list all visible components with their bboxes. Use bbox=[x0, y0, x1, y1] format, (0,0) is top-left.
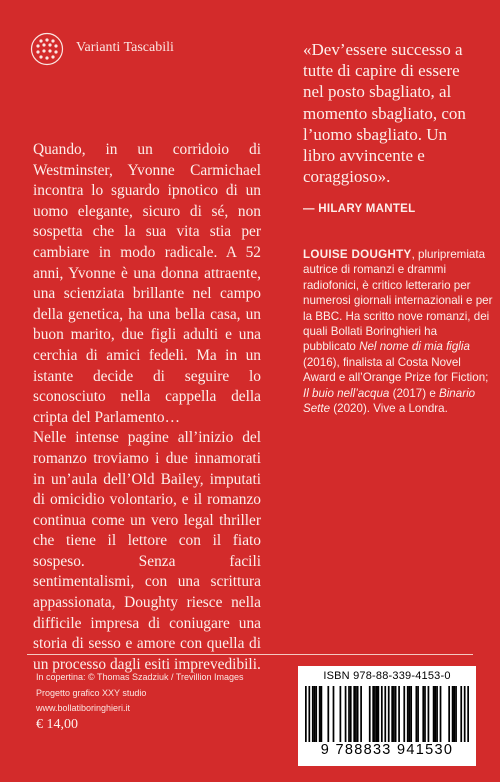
review-quote: «Dev’essere successo a tutte di capire di essere nel posto sbagliato, al momento sbagliato, con l’uomo sbagliato. Un libro avvincente e coraggioso». bbox=[303, 40, 466, 187]
barcode-bar bbox=[378, 686, 380, 742]
book-title: Nel nome di mia figlia bbox=[359, 340, 470, 354]
synopsis-paragraph: Quando, in un corridoio di Westminster, Yvonne Carmichael incontra lo sguardo ipnotico di un uomo elegante, sicuro di sé, non sospetta che la sua vita stia per cambiare in modo radicale. A 52 anni, Yvonne è una donna attraente, una scienziata brillante nel campo della genetica, ha una bella casa, un buon marito, due figli adulti e una cerchia di amici fedeli. Ma in un istante decide di seguire lo sconosciuto nella cappella della cripta del Parlamento… bbox=[33, 141, 261, 426]
barcode-bar bbox=[308, 686, 310, 742]
credits bbox=[36, 670, 244, 717]
barcode-bar bbox=[372, 686, 374, 742]
bio-text: (2016), finalista al Costa Novel Award e all’Orange Prize for Fiction; bbox=[303, 355, 489, 385]
barcode-bar bbox=[388, 686, 390, 742]
barcode-bar bbox=[319, 686, 321, 742]
barcode-bar bbox=[327, 686, 329, 742]
barcode-bar bbox=[345, 686, 347, 742]
barcode-bar bbox=[398, 686, 400, 742]
barcode-bar bbox=[403, 686, 405, 742]
series-name: Varianti Tascabili bbox=[76, 40, 174, 55]
barcode-bar bbox=[453, 686, 455, 742]
quote-author: — HILARY MANTEL bbox=[303, 203, 416, 215]
barcode-bar bbox=[464, 686, 466, 742]
design-credit: Progetto grafico XXY studio bbox=[36, 687, 147, 698]
price: € 14,00 bbox=[36, 717, 78, 732]
ean-digits: 9 788833 941530 bbox=[320, 742, 454, 758]
barcode-bar bbox=[460, 686, 462, 742]
barcode-bar bbox=[355, 686, 357, 742]
barcode-bar bbox=[407, 686, 409, 742]
barcode-bar bbox=[417, 686, 419, 742]
barcode-bar bbox=[424, 686, 426, 742]
author-name: LOUISE DOUGHTY bbox=[303, 248, 412, 261]
barcode-bar bbox=[350, 686, 352, 742]
barcode-bar bbox=[415, 686, 417, 742]
divider bbox=[27, 654, 473, 655]
book-title: Il buio nell’acqua bbox=[303, 386, 390, 400]
barcode-bar bbox=[467, 686, 469, 742]
barcode-bar bbox=[440, 686, 442, 742]
barcode-bar bbox=[428, 686, 430, 742]
barcode-bar bbox=[369, 686, 371, 742]
author-bio bbox=[303, 247, 493, 416]
barcode-bar bbox=[455, 686, 457, 742]
barcode-bar bbox=[384, 686, 386, 742]
synopsis bbox=[33, 140, 261, 675]
barcode-icon bbox=[305, 686, 469, 742]
barcode-bar bbox=[381, 686, 383, 742]
barcode-bar bbox=[305, 686, 307, 742]
barcode-bar bbox=[357, 686, 359, 742]
barcode-bar bbox=[348, 686, 350, 742]
barcode-bar bbox=[340, 686, 342, 742]
barcode-bar bbox=[321, 686, 323, 742]
barcode-bar bbox=[410, 686, 412, 742]
barcode-bar bbox=[448, 686, 450, 742]
barcode-bar bbox=[409, 686, 411, 742]
bio-text: (2017) e bbox=[389, 386, 439, 400]
barcode-bar bbox=[374, 686, 376, 742]
barcode-bar bbox=[393, 686, 395, 742]
cover-credit: In copertina: © Thomas Szadziuk / Trevillion Images bbox=[36, 672, 244, 682]
isbn-barcode-box bbox=[298, 666, 476, 766]
barcode-bar bbox=[314, 686, 316, 742]
barcode-bar bbox=[452, 686, 454, 742]
barcode-bar bbox=[315, 686, 317, 742]
website-link[interactable]: www.bollatiboringhieri.it bbox=[36, 703, 131, 714]
publisher-logo-icon bbox=[30, 32, 64, 66]
bio-text: , pluripremiata autrice di romanzi e drammi radiofonici, è critico letterario per numerosi giornali internazionali e per la BBC. Ha scritto nove romanzi, dei quali Bollati Boringhieri ha pubblicato bbox=[303, 248, 493, 354]
book-title: Binario Sette bbox=[303, 386, 476, 416]
isbn-label: ISBN 978-88-339-4153-0 bbox=[323, 670, 451, 682]
barcode-bar bbox=[391, 686, 393, 742]
barcode-bar bbox=[433, 686, 435, 742]
barcode-bar bbox=[422, 686, 424, 742]
barcode-bar bbox=[436, 686, 438, 742]
barcode-bar bbox=[434, 686, 436, 742]
barcode-bar bbox=[333, 686, 335, 742]
barcode-bar bbox=[376, 686, 378, 742]
barcode-bar bbox=[360, 686, 362, 742]
bio-text: (2020). Vive a Londra. bbox=[330, 402, 448, 416]
barcode-bar bbox=[395, 686, 397, 742]
barcode-bar bbox=[312, 686, 314, 742]
barcode-bar bbox=[353, 686, 355, 742]
synopsis-paragraph: Nelle intense pagine all’inizio del romanzo troviamo i due innamorati in un’aula dell’Old Bailey, imputati di omicidio volontario, e il romanzo continua come un vero legal thriller che tiene il lettore con il fiato sospeso. Senza facili sentimentalismi, con una scrittura appassionata, Doughty riesce nella difficile impresa di coniugare una storia di sesso e amore con quella di un processo dagli esiti imprevedibili. bbox=[33, 429, 261, 673]
